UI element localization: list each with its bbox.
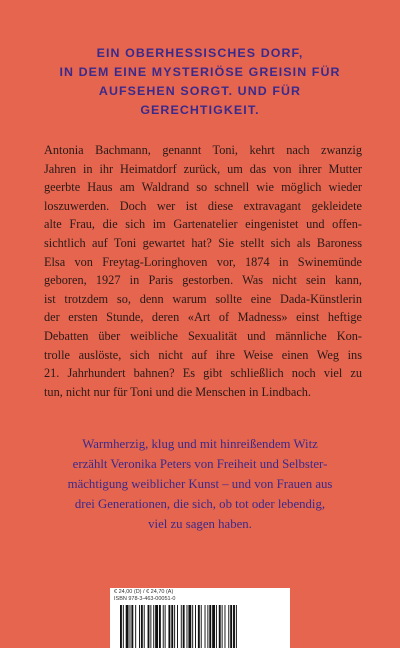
blurb-line: tun, nicht nur für Toni und die Menschen in Lindbach. xyxy=(44,384,312,399)
blurb-line: ist trotzdem so, denn warum sollte eine Dada-Künstlerin xyxy=(44,291,362,306)
blurb-line: alte Frau, die sich im Gartenatelier eingenistet und offen- xyxy=(44,217,362,232)
blurb-line: 21. Jahrhundert bahnen? Es gibt schließlich noch viel zu xyxy=(44,366,362,381)
blurb-line: Antonia Bachmann, genannt Toni, kehrt nach zwanzig xyxy=(44,143,362,157)
closing-line: erzählt Veronika Peters von Freiheit und Selbster- xyxy=(72,457,328,471)
isbn-label: ISBN 978-3-463-00051-0 xyxy=(114,596,176,602)
closing-line: mächtigung weiblicher Kunst – und von Frauen aus xyxy=(67,477,333,491)
closing-text xyxy=(40,434,360,534)
blurb-line: Elsa von Freytag-Loringhoven vor, 1874 in Swinemünde xyxy=(44,254,362,269)
barcode-icon xyxy=(114,605,286,648)
headline-line: EIN OBERHESSISCHES DORF, xyxy=(96,46,304,60)
closing-line: Warmherzig, klug und mit hinreißendem Witz xyxy=(82,437,318,451)
barcode-label xyxy=(114,589,175,603)
headline xyxy=(40,44,360,120)
blurb-line: trolle auslöste, sich nicht auf ihre Weise einen Weg ins xyxy=(44,347,362,362)
barcode-panel xyxy=(110,588,290,648)
blurb-line: der ersten Stunde, deren «Art of Madness» einst heftige xyxy=(44,310,362,325)
blurb-line: Debatten über weibliche Sexualität und männliche Kon- xyxy=(44,328,362,343)
blurb-line: Jahren in ihr Heimatdorf zurück, um das von ihrer Mutter xyxy=(44,161,362,176)
blurb-text xyxy=(44,141,362,401)
blurb-line: sichtlich auf Toni gewartet hat? Sie stellt sich als Baroness xyxy=(44,235,362,250)
price-label: € 24,00 (D) / € 24,70 (A) xyxy=(114,589,174,595)
headline-line: IN DEM EINE MYSTERIÖSE GREISIN FÜR xyxy=(59,65,341,79)
headline-line: AUFSEHEN SORGT. UND FÜR xyxy=(98,84,302,98)
blurb-line: geboren, 1927 in Paris gestorben. Was nicht sein kann, xyxy=(44,273,362,288)
blurb-line: loszuwerden. Doch wer ist diese extravagant gekleidete xyxy=(44,198,362,213)
headline-line: GERECHTIGKEIT. xyxy=(140,103,260,117)
closing-line: viel zu sagen haben. xyxy=(148,517,252,531)
closing-line: drei Generationen, die sich, ob tot oder lebendig, xyxy=(74,497,326,511)
blurb-line: geerbte Haus am Waldrand so schnell wie möglich wieder xyxy=(44,180,362,195)
